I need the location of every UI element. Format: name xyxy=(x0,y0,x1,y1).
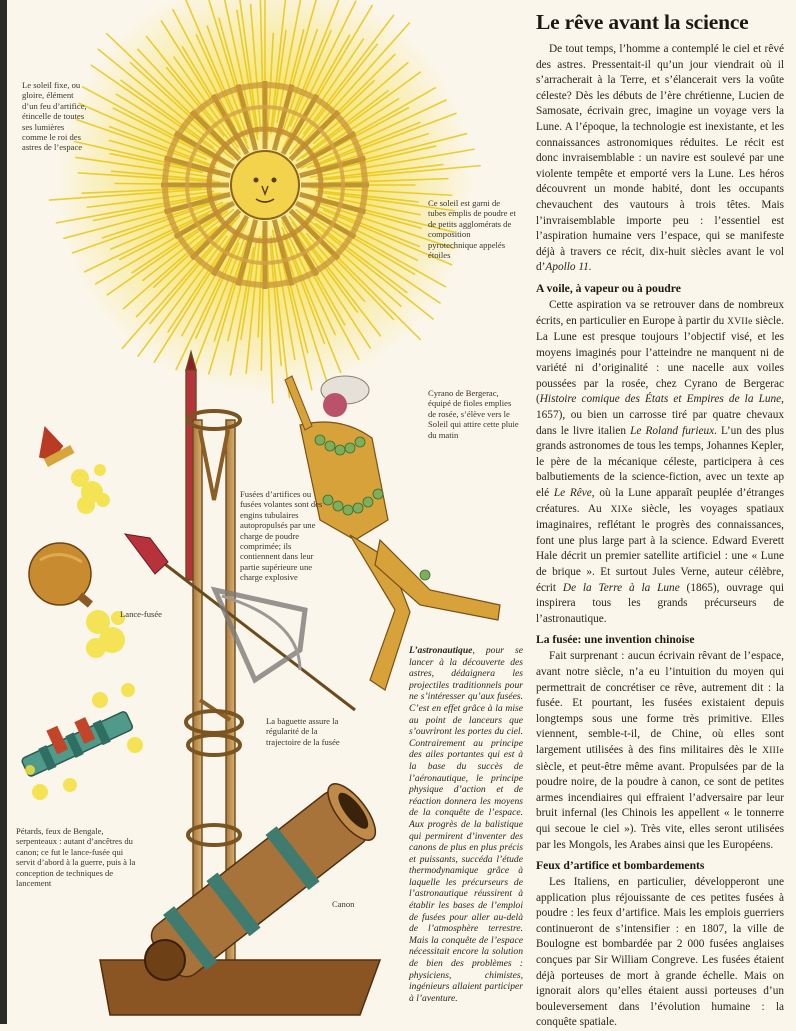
intro-end: Apollo 11. xyxy=(545,261,592,274)
italic-title: De la Terre à la Lune xyxy=(562,581,680,594)
caption-soleil-garni: Ce soleil est garni de tubes emplis de poudre et de petits agglomérats de composition pyrotechnique appelés étoiles xyxy=(428,198,516,261)
section-paragraph xyxy=(536,875,784,1031)
text-run: , 1657), ou bien un carrosse tiré par quatre chevaux dans le livre italien xyxy=(536,393,784,437)
text-run: XIIIe xyxy=(762,745,784,756)
article-column xyxy=(536,10,784,1031)
text-run: (1865), ouvrage qui inspirera tous les grands précurseurs de l’astronautique. xyxy=(536,581,784,625)
intro-text: De tout temps, l’homme a contemplé le ciel et rêvé des astres. Pressentait-il qu’un jour viendrait où il s’arracherait à la Terre, et s’élancerait vers la voûte céleste? Dès les débuts de l’ère chrétienne, Lucien de Samosate, écrivain grec, imagine un voyage vers la Lune. A l’époque, la technologie est inexistante, et les connaissances astronomiques réduites. Le récit est donc invraisemblable : un navire est soulevé par une violente tempête et emporté vers la Lune. Les héros découvrent un monde habité, dont les occupants chevauchent des vautours à trois têtes. Mais l’invraisemblable importe peu : l’essentiel est l’aspiration humaine vers l’espace, qui se manifeste déjà à travers ce récit, dix-huit siècles avant le vol d’ xyxy=(536,43,784,274)
text-run: Fait surprenant : aucun écrivain rêvant de l’espace, avant notre siècle, n’a eu l’intuition du moyen qui permettrait de concrétiser ce rêve, autrement dit : la fusée. Et pourtant, les fusées existaient depuis longtemps sous une forme très primitive. Elles viennent, semble-t-il, de Chine, où elles sont largement utilisées à des fins militaires dès le xyxy=(536,650,784,756)
text-run: siècle, les voyages spatiaux imaginaires, reflétant le progrès des connaissances, font une plus large part à la science. Edward Everett Hale décrit un premier satellite artificiel : une « Lune de brique ». Et surtout Jules Verne, auteur célèbre, écrit xyxy=(536,502,784,594)
page-title: Le rêve avant la science xyxy=(536,10,749,34)
cannon xyxy=(100,776,384,1015)
italic-title: Histoire comique des États et Empires de la Lune xyxy=(539,393,782,406)
caption-cyrano: Cyrano de Bergerac, équipé de fioles emplies de rosée, s’élève vers le Soleil qui attire cette pluie du matin xyxy=(428,388,519,440)
text-run: , où la Lune apparaît peuplée d’étranges créatures. Au xyxy=(536,487,784,515)
firework-ball xyxy=(29,543,125,658)
text-run: Cette aspiration va se retrouver dans de nombreux écrits, en particulier en Europe à partir du xyxy=(536,298,784,327)
section-heading: Feux d’artifice et bombardements xyxy=(536,859,705,873)
italic-title: Le Roland furieux xyxy=(630,424,715,437)
article-sections xyxy=(536,282,784,1031)
caption-astronautique-title: L’astronautique xyxy=(409,645,473,656)
caption-fusees: Fusées d’artifices ou fusées volantes sont des engins tubulaires autopropulsés par une charge de poudre comprimée; ils contiennent dans leur partie supérieure une charge explosive xyxy=(240,489,323,583)
text-run: siècle. La Lune est presque toujours l’objectif visé, et les moyens imaginés pour l’atteindre ne manquent ni de variété ni d’originalité : une nacelle aux voiles poussées par la rosée, chez Cyrano de Bergerac ( xyxy=(536,314,784,406)
section-paragraph xyxy=(536,298,784,627)
text-run: . L’un des plus grands astronomes de tous les temps, Johannes Kepler, le père de la mécanique céleste, participera à ces balbutiements de la science-fiction, avec un texte ap elé xyxy=(536,424,785,500)
caption-astronautique xyxy=(409,645,523,1004)
caption-lance-fusee: Lance-fusée xyxy=(120,609,162,619)
small-rocket xyxy=(34,423,110,514)
text-run: Les Italiens, en particulier, développeront une application plus réjouissante de ces petites fusées à poudre : les feux d’artifice. Mais les emplois guerriers continueront de s’intensifier : en 1807, la ville de Boulogne est bombardée par 2 000 fusées anglaises conçues par Sir William Congreve. Les fusées étaient déjà porteuses de mort à grande échelle. Mais on ignorait alors qu’elles étaient aussi porteuses d’un bouleversement dans l’évolution humaine : la conquête spatiale. xyxy=(536,876,784,1029)
section-heading: La fusée: une invention chinoise xyxy=(536,633,695,647)
caption-canon: Canon xyxy=(332,899,355,909)
caption-petards: Pétards, feux de Bengale, serpenteaux : autant d’ancêtres du canon; ce fut le lance-fusée qui servit d’abord à la guerre, puis à la conception de techniques de lancement xyxy=(16,826,136,889)
caption-soleil-fixe: Le soleil fixe, ou gloire, élément d’un feu d’artifice, étincelle de toutes ses lumières comme le roi des astres de l’espace xyxy=(22,80,87,153)
italic-title: Le Rêve xyxy=(553,487,592,500)
text-run: XIXe xyxy=(610,504,633,515)
text-run: XVIIe xyxy=(727,316,753,327)
section-heading: A voile, à vapeur ou à poudre xyxy=(536,281,681,295)
caption-baguette: La baguette assure la régularité de la trajectoire de la fusée xyxy=(266,716,340,747)
sun-firework xyxy=(50,0,481,403)
text-run: siècle, et peut-être même avant. Propulsées par de la poudre noire, de la poudre à canon, ce sont de petites armes incendiaires qui effraient l’adversaire par leur bruit infernal (les Chinois les appellent « le tonnerre qui secoue le ciel »). Très vite, elles seront utilisées par les Mongols, les Arabes ainsi que les Européens. xyxy=(536,760,784,851)
section-paragraph xyxy=(536,649,784,853)
intro-paragraph xyxy=(536,42,784,276)
caption-astronautique-body: , pour se lancer à la découverte des astres, dédaignera les projectiles traditionnels pour ne s’intéresser qu’aux fusées. C’est en effet grâce à la mise au point de lanceurs que s’ouvriront les portes du ciel. Contrairement au principe des ailes portantes qui est à la base du succès de l’aéronautique, le principe physique d’action et de réaction donnera les moyens de la conquête de l’espace. Aux progrès de la balistique qui permirent d’inventer des canons de plus en plus précis et puissants, succéda l’étude thermodynamique grâce à laquelle les précurseurs de l’astronautique réussirent à établir les bases de l’emploi de fusées pour aller au-delà de l’atmosphère terrestre. Mais la conquête de l’espace nécessitait encore la solution de bien des problèmes : physiciens, chimistes, ingénieurs allaient participer à l’aventure. xyxy=(409,645,523,1004)
